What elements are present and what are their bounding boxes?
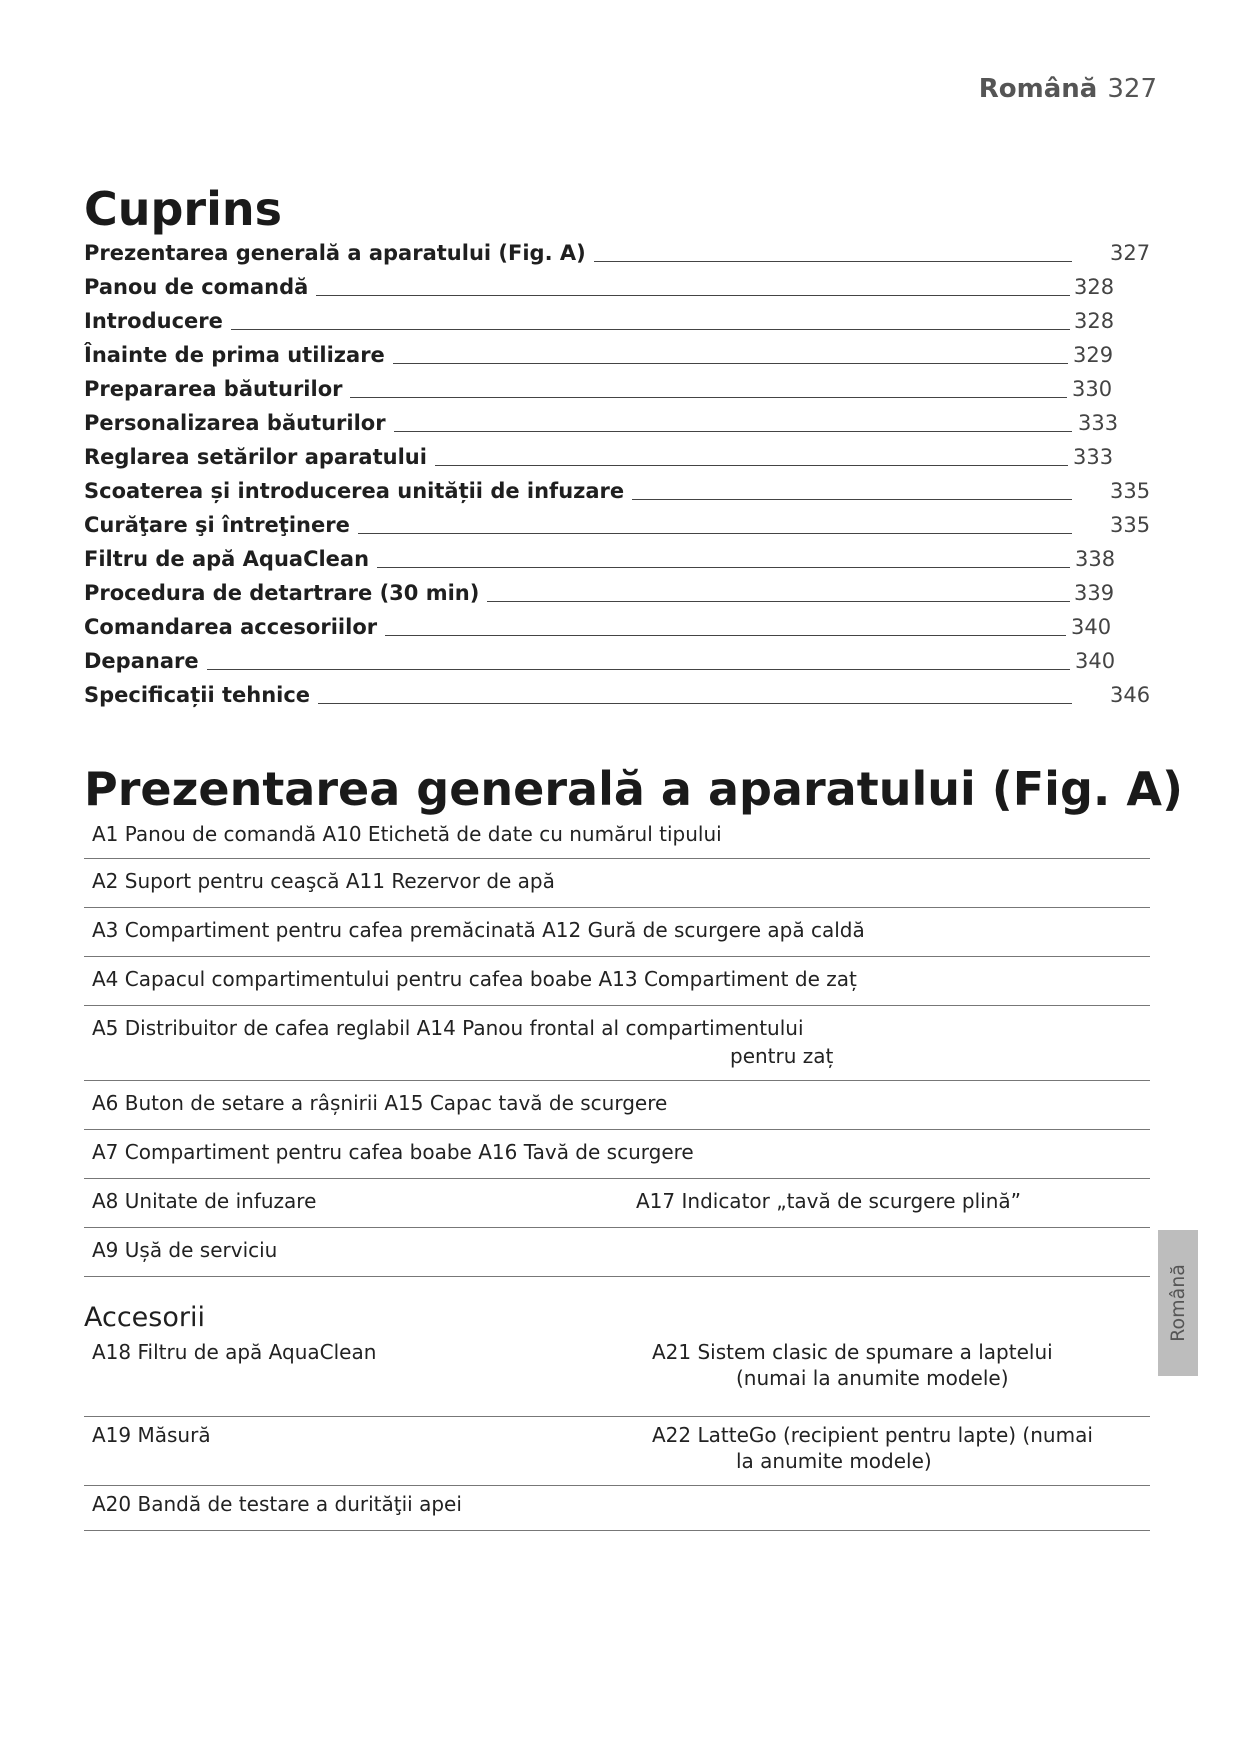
toc-entry-page: 338 bbox=[1075, 547, 1116, 571]
toc-entry-page: 335 bbox=[1110, 479, 1151, 503]
toc-entry[interactable] bbox=[84, 643, 1164, 677]
header-language: Română bbox=[978, 74, 1098, 104]
toc-entry[interactable] bbox=[84, 337, 1164, 371]
toc-entry-page: 339 bbox=[1074, 581, 1115, 605]
accessory-right-text: A21 Sistem clasic de spumare a laptelui bbox=[652, 1340, 1053, 1364]
parts-row-right-text: A17 Indicator „tavă de scurgere plină” bbox=[636, 1189, 1021, 1213]
accessory-left-text: A19 Măsură bbox=[92, 1423, 211, 1447]
parts-row-text: A1 Panou de comandă A10 Etichetă de date cu numărul tipului bbox=[92, 822, 722, 846]
toc-entry-label: Curăţare şi întreţinere bbox=[84, 513, 358, 537]
parts-row bbox=[84, 859, 1150, 908]
parts-row bbox=[84, 1006, 1150, 1081]
parts-row-text: A2 Suport pentru ceaşcă A11 Rezervor de apă bbox=[92, 869, 555, 893]
accessory-row bbox=[84, 1417, 1150, 1486]
toc-entry[interactable] bbox=[84, 235, 1164, 269]
toc-entry-page: 333 bbox=[1078, 411, 1119, 435]
toc-entry-page: 327 bbox=[1110, 241, 1151, 265]
parts-row-text: A6 Buton de setare a râșnirii A15 Capac tavă de scurgere bbox=[92, 1091, 668, 1115]
page-header bbox=[979, 74, 1157, 104]
toc-entry-page: 329 bbox=[1073, 343, 1114, 367]
toc-entry[interactable] bbox=[84, 303, 1164, 337]
toc-entry-page: 328 bbox=[1074, 275, 1115, 299]
parts-row bbox=[84, 957, 1150, 1006]
toc-entry[interactable] bbox=[84, 507, 1164, 541]
toc-entry[interactable] bbox=[84, 371, 1164, 405]
toc-entry-label: Specificații tehnice bbox=[84, 683, 318, 707]
parts-row-text: A4 Capacul compartimentului pentru cafea boabe A13 Compartiment de zaț bbox=[92, 967, 857, 991]
parts-row bbox=[84, 1081, 1150, 1130]
toc-entry[interactable] bbox=[84, 473, 1164, 507]
toc-leader-line bbox=[84, 329, 1070, 330]
parts-row-text: A3 Compartiment pentru cafea premăcinată A12 Gură de scurgere apă caldă bbox=[92, 918, 865, 942]
parts-row-text: A5 Distribuitor de cafea reglabil A14 Panou frontal al compartimentului bbox=[92, 1016, 804, 1040]
parts-list bbox=[84, 818, 1150, 1277]
accessories-title: Accesorii bbox=[84, 1302, 205, 1333]
parts-row-continuation: pentru zaț bbox=[730, 1044, 834, 1068]
toc-entry-label: Introducere bbox=[84, 309, 231, 333]
accessory-right-continuation: la anumite modele) bbox=[736, 1449, 932, 1473]
toc-entry-label: Scoaterea și introducerea unității de infuzare bbox=[84, 479, 632, 503]
toc-entry[interactable] bbox=[84, 541, 1164, 575]
parts-row-text: A7 Compartiment pentru cafea boabe A16 Tavă de scurgere bbox=[92, 1140, 694, 1164]
table-of-contents bbox=[84, 235, 1164, 711]
side-tab-label: Română bbox=[1167, 1264, 1189, 1342]
toc-entry[interactable] bbox=[84, 439, 1164, 473]
toc-entry-label: Înainte de prima utilizare bbox=[84, 343, 393, 367]
accessory-left-text: A18 Filtru de apă AquaClean bbox=[92, 1340, 377, 1364]
toc-entry[interactable] bbox=[84, 609, 1164, 643]
accessory-left-text: A20 Bandă de testare a durităţii apei bbox=[92, 1492, 462, 1516]
toc-entry-page: 340 bbox=[1075, 649, 1116, 673]
toc-entry[interactable] bbox=[84, 677, 1164, 711]
toc-entry-label: Prepararea băuturilor bbox=[84, 377, 350, 401]
toc-entry-label: Comandarea accesoriilor bbox=[84, 615, 385, 639]
toc-entry[interactable] bbox=[84, 269, 1164, 303]
toc-leader-line bbox=[84, 669, 1070, 670]
toc-entry-label: Prezentarea generală a aparatului (Fig. A) bbox=[84, 241, 594, 265]
parts-row bbox=[84, 1130, 1150, 1179]
overview-title: Prezentarea generală a aparatului (Fig. A) bbox=[84, 762, 1183, 816]
parts-row-text: A8 Unitate de infuzare bbox=[92, 1189, 317, 1213]
parts-row bbox=[84, 818, 1150, 859]
toc-entry-label: Procedura de detartrare (30 min) bbox=[84, 581, 487, 605]
toc-title: Cuprins bbox=[84, 182, 283, 236]
toc-entry[interactable] bbox=[84, 575, 1164, 609]
toc-entry-label: Depanare bbox=[84, 649, 207, 673]
accessory-right-continuation: (numai la anumite modele) bbox=[736, 1366, 1009, 1390]
parts-row bbox=[84, 908, 1150, 957]
toc-entry-page: 328 bbox=[1074, 309, 1115, 333]
toc-entry[interactable] bbox=[84, 405, 1164, 439]
toc-entry-page: 330 bbox=[1072, 377, 1113, 401]
accessory-row bbox=[84, 1486, 1150, 1531]
toc-entry-label: Reglarea setărilor aparatului bbox=[84, 445, 435, 469]
toc-entry-page: 340 bbox=[1071, 615, 1112, 639]
parts-row-text: A9 Ușă de serviciu bbox=[92, 1238, 278, 1262]
accessory-right-text: A22 LatteGo (recipient pentru lapte) (numai bbox=[652, 1423, 1093, 1447]
toc-entry-page: 335 bbox=[1110, 513, 1151, 537]
toc-entry-label: Filtru de apă AquaClean bbox=[84, 547, 377, 571]
toc-entry-label: Panou de comandă bbox=[84, 275, 316, 299]
toc-entry-page: 333 bbox=[1073, 445, 1114, 469]
parts-row bbox=[84, 1179, 1150, 1228]
parts-row bbox=[84, 1228, 1150, 1277]
accessory-row bbox=[84, 1340, 1150, 1417]
accessories-list bbox=[84, 1340, 1150, 1531]
language-side-tab bbox=[1158, 1230, 1198, 1376]
toc-entry-label: Personalizarea băuturilor bbox=[84, 411, 394, 435]
header-page-number: 327 bbox=[1107, 74, 1157, 104]
toc-entry-page: 346 bbox=[1110, 683, 1151, 707]
